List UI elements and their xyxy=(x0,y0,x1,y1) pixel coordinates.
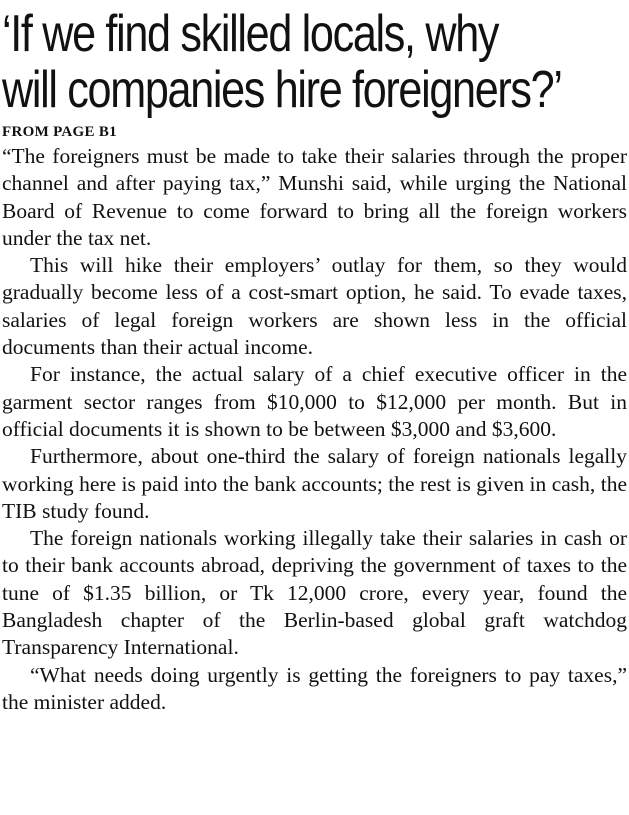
headline-line-1: ‘If we find skilled locals, why xyxy=(2,5,499,63)
news-article xyxy=(2,0,627,716)
paragraph-6: “What needs doing urgently is getting the foreigners to pay taxes,” the minister added. xyxy=(2,662,627,714)
paragraph-3: For instance, the actual salary of a chief executive officer in the garment sector ranges from $10,000 to $12,000 per month. But in official documents it is shown to be between $3,000 and $3,600. xyxy=(2,362,627,441)
paragraph-5: The foreign nationals working illegally take their salaries in cash or to their bank accounts abroad, depriving the government of taxes to the tune of $1.35 billion, or Tk 12,000 crore, every year, found the Bangladesh chapter of the Berlin-based global graft watchdog Transparency International. xyxy=(2,526,627,660)
paragraph-4: Furthermore, about one-third the salary of foreign nationals legally working here is paid into the bank accounts; the rest is given in cash, the TIB study found. xyxy=(2,444,627,523)
headline-line-2: will companies hire foreigners?’ xyxy=(2,61,562,119)
paragraph-1: “The foreigners must be made to take their salaries through the proper channel and after paying tax,” Munshi said, while urging the National Board of Revenue to come forward to bring all the foreign workers under the tax net. xyxy=(2,144,627,250)
jump-line: FROM PAGE B1 xyxy=(2,124,117,140)
article-body xyxy=(2,143,627,716)
headline xyxy=(2,6,626,118)
paragraph-2: This will hike their employers’ outlay for them, so they would gradually become less of a cost-smart option, he said. To evade taxes, salaries of legal foreign workers are shown less in the official documents than their actual income. xyxy=(2,253,627,360)
